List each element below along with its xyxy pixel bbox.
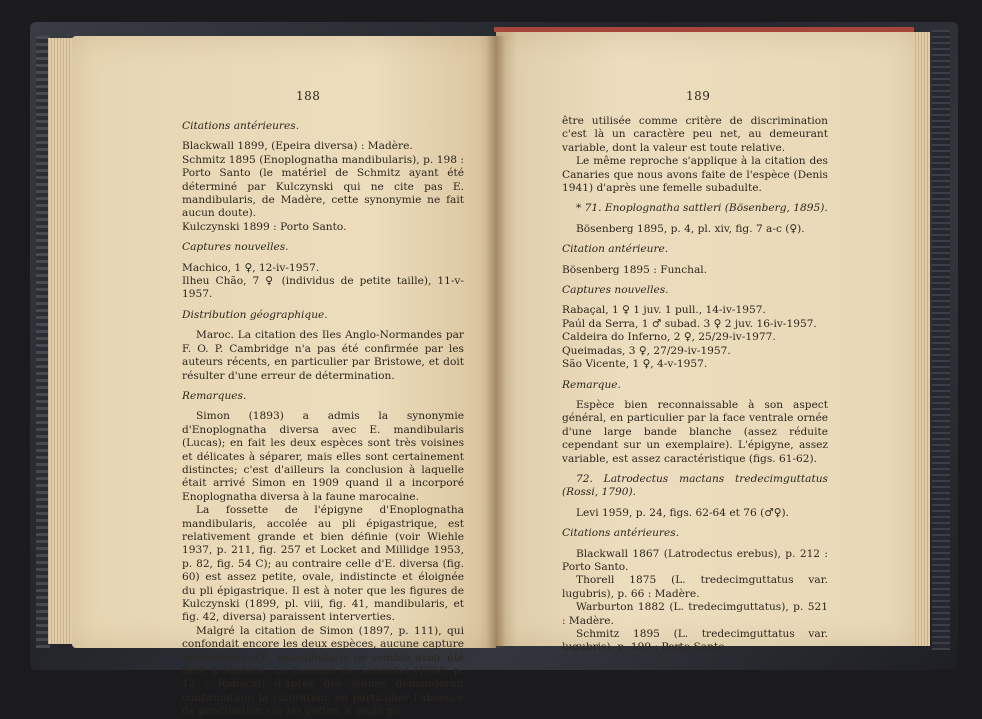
capture-line: Caldeira do Inferno, 2 ♀, 25/29-iv-1977.	[562, 331, 776, 344]
section-heading: Citation antérieure.	[562, 243, 669, 256]
citation-line: Kulczynski 1899 : Porto Santo.	[182, 220, 347, 233]
section-heading: Captures nouvelles.	[562, 284, 669, 297]
left-page-text	[182, 113, 464, 719]
capture-line: Rabaçal, 1 ♀ 1 juv. 1 pull., 14-iv-1957.	[562, 304, 766, 317]
page-number-right: 189	[686, 89, 711, 103]
capture-line: Paúl da Serra, 1 ♂ subad. 3 ♀ 2 juv. 16-iv-1957.	[562, 317, 817, 330]
citation-line: Thorell 1875 (L. tredecimguttatus var. lugubris), p. 66 : Madère.	[562, 574, 828, 600]
body-paragraph: être utilisée comme critère de discrimination c'est là un caractère peu net, au demeurant variable, dont la valeur est toute relative.	[562, 115, 828, 154]
right-page	[496, 32, 914, 654]
citation-line: Blackwall 1867 (Latrodectus erebus), p. 212 : Porto Santo.	[562, 547, 828, 573]
citation-line: Levi 1959, p. 24, figs. 62-64 et 76 (♂♀).	[576, 506, 790, 519]
book-gutter	[486, 36, 506, 648]
citation-line: Bösenberg 1895, p. 4, pl. xiv, fig. 7 a-c (♀).	[576, 222, 805, 235]
section-heading: Citations antérieures.	[182, 120, 300, 132]
left-page	[72, 36, 496, 718]
section-heading: Distribution géographique.	[182, 308, 328, 321]
section-heading: Remarque.	[562, 378, 621, 391]
right-page-text	[562, 115, 828, 655]
body-paragraph: Maroc. La citation des Iles Anglo-Normandes par F. O. P. Cambridge n'a pas été confirmée par les auteurs récents, en particulier par Bristowe, et doit résulter d'une erreur de détermination.	[182, 329, 464, 382]
section-heading: Citations antérieures.	[562, 527, 680, 540]
citation-line: Warburton 1882 (L. tredecimguttatus), p. 521 : Madère.	[562, 601, 828, 627]
capture-line: Queimadas, 3 ♀, 27/29-iv-1957.	[562, 344, 731, 357]
cover-edge-right	[932, 30, 950, 650]
citation-line: Bösenberg 1895 : Funchal.	[562, 263, 708, 276]
capture-line: Machico, 1 ♀, 12-iv-1957.	[182, 261, 320, 274]
body-paragraph: Espèce bien reconnaissable à son aspect général, en particulier par la face ventrale ornée d'une large bande blanche (assez réduite cependant sur un exemplaire). L'épigyne, assez variable, est assez caractéristique (figs. 61-62).	[562, 398, 828, 465]
body-paragraph: Le même reproche s'applique à la citation des Canaries que nous avons faite de l'espèce (Denis 1941) d'après une femelle subadulte.	[562, 155, 828, 195]
citation-line: Schmitz 1895 (L. tredecimguttatus var. lugubris), p. 199 : Porto Santo.	[562, 628, 828, 654]
citation-line: Schmitz 1895 (Enoplognatha mandibularis), p. 198 : Porto Santo (le matériel de Schmitz ayant été déterminé par Kulczynski qui ne cite pas E. mandibularis, de Madère, cette synonymie ne fait aucun doute).	[182, 153, 464, 220]
body-paragraph: Simon (1893) a admis la synonymie d'Enoplognatha diversa avec E. mandibularis (Lucas); en fait les deux espèces sont très voisines et délicates à séparer, mais elles sont certainement distinctes; c'est d'ailleurs la conclusion à laquelle était arrivé Simon en 1909 quand il a incorporé Enoplognatha diversa à la faune marocaine.	[182, 410, 464, 503]
citation-line: Blackwall 1899, (Epeira diversa) : Madère.	[182, 140, 413, 153]
body-paragraph: La fossette de l'épigyne d'Enoplognatha mandibularis, accolée au pli épigastrique, est relativement grande et bien définie (voir Wiehle 1937, p. 211, fig. 257 et Locket and Millidge 1953, p. 82, fig. 54 C); au contraire celle d'E. diversa (fig. 60) est assez petite, ovale, indistincte et éloignée du pli épigastrique. Il est à noter que les figures de Kulczynski (1899, pl. viii, fig. 41, mandibularis, et fig. 42, diversa) paraissent interverties.	[182, 504, 464, 624]
species-heading: * 71. Enoplognatha sattleri (Bösenberg, 1895).	[576, 202, 828, 215]
body-paragraph: Malgré la citation de Simon (1897, p. 111), qui confondait encore les deux espèces, aucune capture authentique d'E. mandibularis ne semble avoir été faite à Madère. La mention de Schenkel (1938, p. 12 : Rabaçal) d'après des jeunes demanderait confirmation; la coloration, en particulier l'absence de ponctuation sur les pattes, a seule pu	[182, 624, 464, 718]
capture-line: Ilheu Chão, 7 ♀ (individus de petite taille), 11-v-1957.	[182, 275, 464, 301]
page-number-left: 188	[296, 89, 321, 103]
section-heading: Remarques.	[182, 389, 247, 402]
capture-line: São Vicente, 1 ♀, 4-v-1957.	[562, 358, 708, 371]
species-heading: 72. Latrodectus mactans tredecimguttatus (Rossi, 1790).	[562, 472, 828, 499]
section-heading: Captures nouvelles.	[182, 241, 289, 254]
